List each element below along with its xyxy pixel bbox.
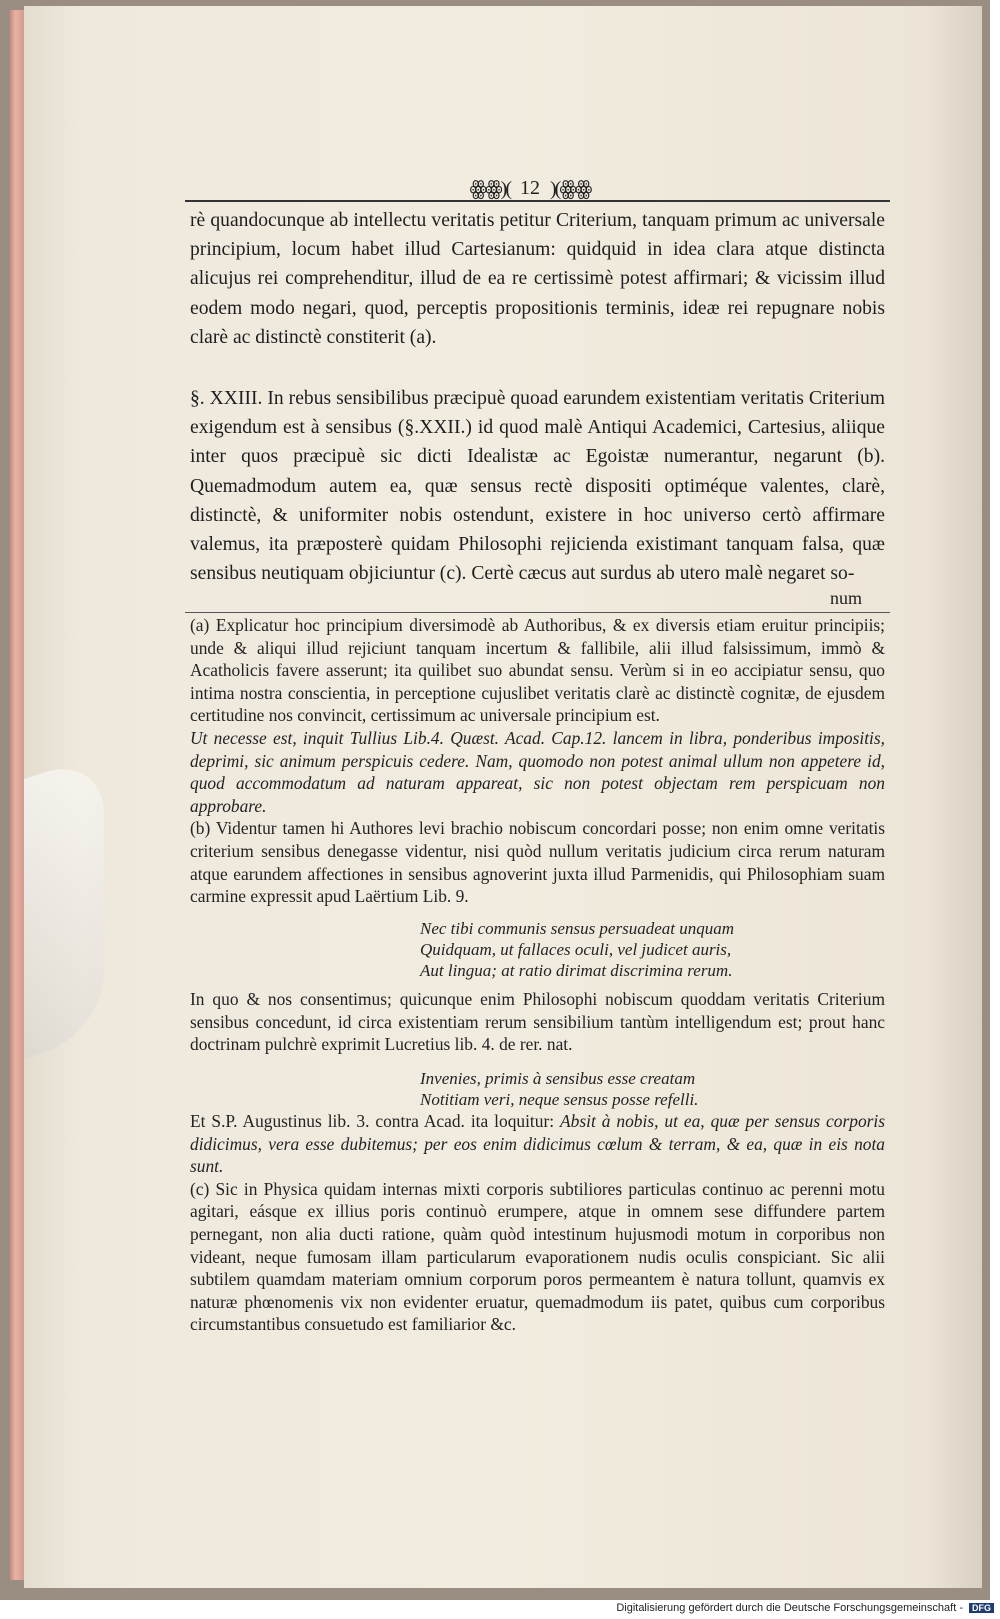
ornament-left: ꙮꙮ)(: [469, 177, 510, 200]
footnote-a-b: [190, 614, 885, 908]
verse-line: Nec tibi communis sensus persuadeat unquam: [420, 919, 735, 938]
verse-line: Notitiam veri, neque sensus posse refelli.: [420, 1090, 699, 1109]
catchword: num: [830, 588, 863, 608]
footnote-b-continued: [190, 988, 885, 1056]
digitization-footer: [0, 1602, 1000, 1619]
running-header: [410, 174, 650, 202]
verse-line: Invenies, primis à sensibus esse creatam: [420, 1069, 696, 1088]
header-rule: [185, 200, 890, 202]
augustine-quote: Absit à nobis, ut ea, quæ per sensus corporis didicimus, vera esse dubitemus; per eos enim didicimus cœlum & terram, & ea, quæ in eis nota sunt.: [190, 1111, 886, 1177]
footnote-augustine-c: [190, 1110, 885, 1336]
augustine-text: Et S.P. Augustinus lib. 3. contra Acad. ita loquitur:: [190, 1111, 555, 1131]
page-edge: [10, 10, 24, 1580]
plastic-clip: [24, 753, 104, 1059]
main-paragraph-1: [190, 206, 885, 352]
footer-credit: Digitalisierung gefördert durch die Deutsche Forschungsgemeinschaft -: [616, 1602, 963, 1614]
note-a-quote: Ut necesse est, inquit Tullius Lib.4. Quæst. Acad. Cap.12. lancem in libra, ponderibus impositis, deprimi, sic animum perspicuis cedere. Nam, quomodo non potest animal ullum non appetere id, quod accommodatum ad naturam appareat, sic non potest objectam rem perspicuam non approbare.: [190, 727, 885, 816]
dfg-logo: DFG: [969, 1603, 994, 1613]
paragraph-text: §. XXIII. In rebus sensibilibus præcipuè quoad earundem existentiam veritatis Criterium exigendum est à sensibus (§.XXII.) id quod malè Antiqui Academici, Cartesius, aliique inter quos præcipuè sic dicti Idealistæ ac Egoistæ numerantur, negarunt (b). Quemadmodum autem ea, quæ sensus rectè dispositi optiméque valentes, clarè, distinctè, & uniformiter nobis ostendunt, existere in hoc universo certò affirmare valemus, ita præposterè quidam Philosophi rejicienda existimant tanquam falsa, quæ sensibus neutiquam objiciuntur (c). Certè cæcus aut surdus ab utero malè negaret so-: [190, 388, 885, 585]
page-number: 12: [520, 176, 540, 199]
note-b-cont: In quo & nos consentimus; quicunque enim Philosophi nobiscum quoddam veritatis Criterium sensibus concedunt, id circa existentiam rerum sensibilium tantùm intelligendum est; prout hanc doctrinam pulchrè exprimit Lucretius lib. 4. de rer. nat.: [190, 989, 885, 1055]
note-c-text: (c) Sic in Physica quidam internas mixti corporis subtiliores particulas continuo ac perenni motu agitari, eásque ex illius poris continuò erumpere, atque in omnem sese diffundere partem pernegant, non alia ducti ratione, quàm quòd intestinum hujusmodi motum in corporibus non videant, neque fumosam illam particularum evaporationem nudis oculis conspiciant. Sic alii subtilem quamdam materiam omnium corporum poros permeantem è natura tollunt, quamvis ex naturæ phœnomenis vix non evidenter eruatur, quemadmodum iis patet, quibus cum corporibus circumstantibus consuetudo est familiarior &c.: [190, 1178, 885, 1335]
verse-lucretius: [420, 1068, 698, 1110]
main-paragraph-2: [190, 384, 885, 588]
augustine-paragraph: [190, 1110, 885, 1178]
note-a-text: (a) Explicatur hoc principium diversimodè ab Authoribus, & ex diversis etiam eruitur principiis; unde & aliqui illud rejiciunt tanquam incertum & fallibile, alii illud falsissimum, immò & Acatholicis favere asserunt; ita quilibet suo abundat sensu. Verùm si in eo accipiatur sensu, quo intima nostra conscientia, in perceptione cujuslibet veritatis clarè ac distinctè cognitæ, de ejusdem certitudine nos convincit, certissimum ac universale principium est.: [190, 615, 885, 726]
note-b-text: (b) Videntur tamen hi Authores levi brachio nobiscum concordari posse; non enim omne veritatis criterium sensibus denegasse videntur, nisi quòd nullum veritatis judicium circa rerum naturam atque earundem affectiones in sensibus agnoverint juxta illud Parmenidis, qui Philosophiam suam carmine expressit apud Laërtium Lib. 9.: [190, 818, 885, 907]
verse-line: Aut lingua; at ratio dirimat discrimina rerum.: [420, 961, 733, 980]
verse-parmenides: [420, 918, 734, 981]
verse-line: Quidquam, ut fallaces oculi, vel judicet auris,: [420, 940, 732, 959]
paragraph-text: rè quandocunque ab intellectu veritatis petitur Criterium, tanquam primum ac universale principium, locum habet illud Cartesianum: quidquid in idea clara atque distincta alicujus rei comprehenditur, illud de ea re certissimè potest affirmari; & vicissim illud eodem modo negari, quod, perceptis propositionis terminis, ideæ rei repugnare nobis clarè ac distinctè constiterit (a).: [190, 210, 885, 348]
footnote-rule: [185, 612, 890, 613]
ornament-right: )(ꙮꙮ: [550, 177, 591, 200]
